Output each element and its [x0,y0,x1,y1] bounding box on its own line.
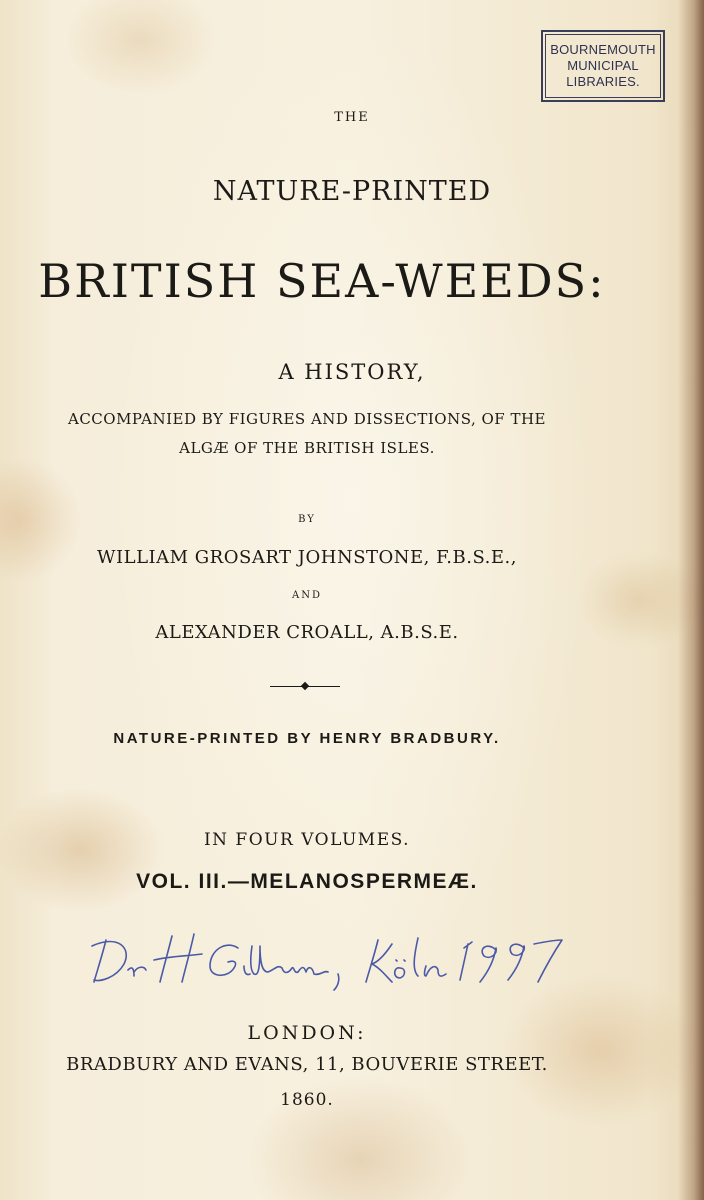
main-title: BRITISH SEA-WEEDS: [38,254,606,308]
stamp-line-2: MUNICIPAL [567,58,639,73]
ornament-diamond-icon [301,682,309,690]
subtitle: A HISTORY, [278,360,426,384]
volumes-note: IN FOUR VOLUMES. [203,830,411,850]
imprint-publisher: BRADBURY AND EVANS, 11, BOUVERIE STREET. [66,1054,548,1075]
description-line-1: ACCOMPANIED BY FIGURES AND DISSECTIONS, OF THE [67,410,547,428]
stamp-line-1: BOURNEMOUTH [550,42,656,57]
handwritten-signature [88,926,588,1000]
title-nature-printed: NATURE-PRINTED [212,176,492,207]
library-stamp [541,30,665,102]
author-1: WILLIAM GROSART JOHNSTONE, F.B.S.E., [97,547,517,568]
imprint-place: LONDON: [247,1022,367,1044]
volume-title: VOL. III.—MELANOSPERMEÆ. [136,870,478,893]
library-stamp-inner [545,34,661,98]
signature-drawing [88,926,588,996]
description-line-2: ALGÆ OF THE BRITISH ISLES. [179,439,435,457]
imprint-year: 1860. [280,1090,334,1110]
by-label: BY [298,514,316,525]
title-article: THE [334,110,370,125]
stamp-line-3: LIBRARIES. [566,74,640,89]
and-label: AND [292,590,322,601]
author-2: ALEXANDER CROALL, A.B.S.E. [155,622,459,643]
printed-by: NATURE-PRINTED BY HENRY BRADBURY. [113,730,501,747]
